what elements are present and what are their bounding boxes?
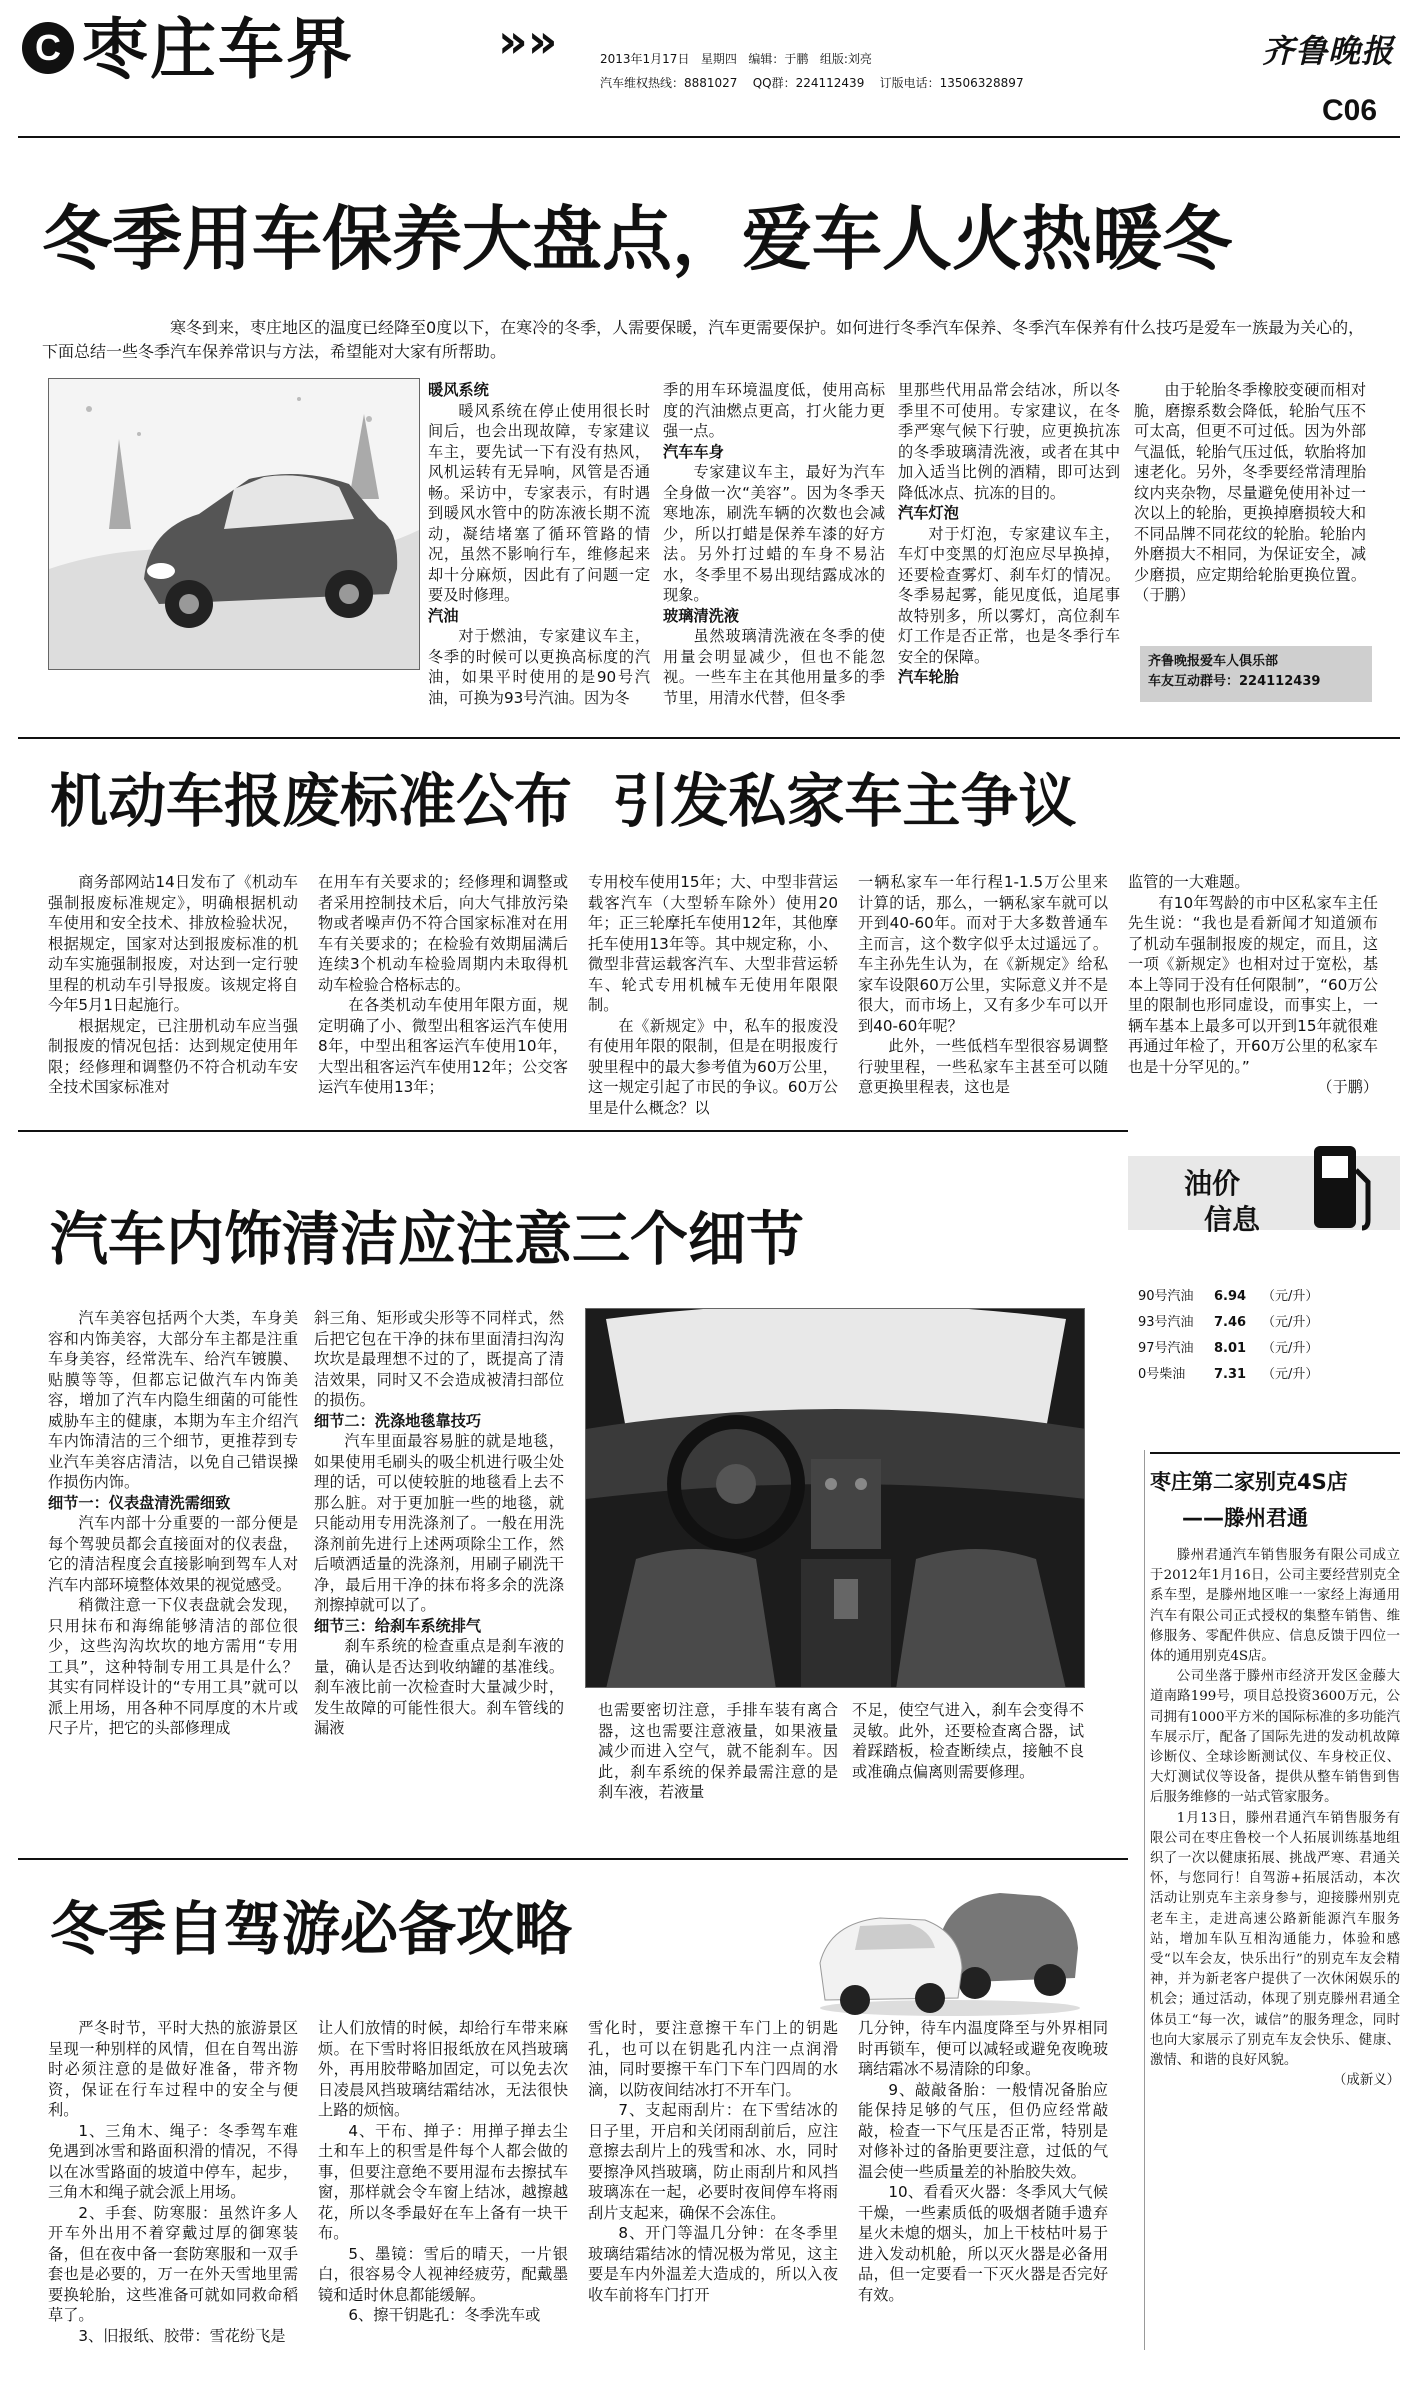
paragraph-continued: 一辆私家车一年行程1-1.5万公里来计算的话，那么，一辆私家车就可以开到40-60年。而对于大多数普通车主而言，这个数字似乎太过遥远了。车主孙先生认为，在《新规定》给私家车设限60万公里，实际意义并不是很大，而市场上，又有多少车可以开到40-60年呢？ bbox=[858, 873, 1108, 1035]
ad-body bbox=[1150, 1546, 1400, 2091]
fuel-name: 97号汽油 bbox=[1138, 1341, 1194, 1356]
subheading: 细节三：给刹车系统排气 bbox=[314, 1616, 482, 1635]
paragraph: 5、墨镜：雪后的晴天，一片银白，很容易令人视神经疲劳，配戴墨镜和适时休息都能缓解。 bbox=[318, 2244, 568, 2304]
car-drawing bbox=[49, 379, 420, 670]
divider-3 bbox=[18, 1858, 1128, 1860]
ad-subtitle: ——滕州君通 bbox=[1182, 1506, 1308, 1530]
paragraph: 暖风系统在停止使用很长时间后，也会出现故障，专家建议车主，要先试一下有没有热风，风机运转有无异响，风管是否通畅。采访中，专家表示，有时遇到暖风水管中的防冻液长期不流动，凝结堵塞了循环管路的情况，虽然不影响行车，维修起来却十分麻烦，因此有了问题一定要及时修理。 bbox=[428, 401, 650, 604]
article1-col4 bbox=[1134, 380, 1366, 630]
date: 2013年1月17日 bbox=[600, 52, 690, 66]
oil-price-box bbox=[1128, 1130, 1400, 1430]
article3-col4: 不足，使空气进入，刹车会变得不灵敏。此外，还要检查离合器，试着踩踏板，检查断续点，接触不良或准确点偏离则需要修理。 bbox=[852, 1701, 1084, 1781]
subheading: 汽车灯泡 bbox=[898, 504, 959, 522]
fuel-price: 8.01 bbox=[1214, 1341, 1247, 1356]
ad-para-2: 公司坐落于滕州市经济开发区金藤大道南路199号，项目总投资3600万元，公司拥有1000平方米的国际标准的多功能汽车展示厅，配备了国际先进的发动机故障诊断仪、全球诊断测试仪、车身校正仪、大灯测试仪等设备，提供从整车销售到售后服务维修的一站式管家服务。 bbox=[1150, 1669, 1400, 1806]
paragraph-continued: 专用校车使用15年；大、中型非营运载客汽车（大型轿车除外）使用20年；正三轮摩托车使用12年，其他摩托车使用13年等。其中规定称，小、微型非营运载客汽车、大型非营运轿车、轮式专用机械车无使用年限限制。 bbox=[588, 873, 838, 1014]
weekday: 星期四 bbox=[700, 52, 737, 66]
article1-col3 bbox=[898, 380, 1120, 725]
article4-headline: 冬季自驾游必备攻略 bbox=[50, 1895, 573, 1963]
subheading: 汽油 bbox=[428, 606, 459, 625]
article4-col2 bbox=[318, 2018, 568, 2368]
fuel-unit: （元/升） bbox=[1262, 1341, 1319, 1356]
paragraph: 由于轮胎冬季橡胶变硬而相对脆，磨擦系数会降低，轮胎气压不可太高，但更不可过低。因为外部气温低，轮胎气压过低，软胎将加速老化。另外，冬季要经常清理胎纹内夹杂物，尽量避免使用补过一次以上的轮胎，更换掉磨损较大和不同品牌不同花纹的轮胎。轮胎内外磨损大不相同，为保证安全，减少磨损，应定期给轮胎更换位置。（于鹏） bbox=[1134, 381, 1366, 604]
section-title: 枣庄车界 bbox=[82, 11, 354, 88]
article3-col2 bbox=[314, 1308, 564, 1848]
paragraph: 8、开门等温几分钟：在冬季里玻璃结霜结冰的情况极为常见，这主要是车内外温差大造成的，所以入夜收车前将车门打开 bbox=[588, 2224, 838, 2304]
section-badge bbox=[22, 22, 74, 74]
paragraph-continued: 斜三角、矩形或尖形等不同样式，然后把它包在干净的抹布里面清扫沟沟坎坎是最理想不过的了，既提高了清洁效果，同时又不会造成被清扫部位的损伤。 bbox=[314, 1309, 564, 1409]
toy-cars-drawing bbox=[800, 1868, 1090, 2018]
paragraph: 根据规定，已注册机动车应当强制报废的情况包括：达到规定使用年限；经修理和调整仍不符合机动车安全技术国家标准对 bbox=[48, 1016, 298, 1096]
fuel-pump-icon bbox=[1308, 1140, 1378, 1236]
paragraph: 稍微注意一下仪表盘就会发现，只用抹布和海绵能够清洁的部位很少，这些沟沟坎坎的地方需用“专用工具”，这种特制专用工具是什么？其实有同样设计的“专用工具”就可以派上用场，用各种不同厚度的木片或尺子片，把它的头部修理成 bbox=[48, 1596, 298, 1737]
fuel-name: 90号汽油 bbox=[1138, 1289, 1194, 1304]
article3-col1 bbox=[48, 1308, 298, 1848]
oil-price-table bbox=[1138, 1284, 1388, 1388]
paragraph: 刹车系统的检查重点是刹车液的量，确认是否达到收纳罐的基准线。刹车液比前一次检查时大量减少时，发生故障的可能性很大。刹车管线的漏液 bbox=[314, 1637, 564, 1737]
ad-author: （成新义） bbox=[1333, 2073, 1400, 2089]
paragraph: 虽然玻璃清洗液在冬季的使用量会明显减少，但也不能忽视。一些车主在其他用量多的季节里，用清水代替，但冬季 bbox=[663, 627, 885, 707]
ad-para-3: 1月13日，滕州君通汽车销售服务有限公司在枣庄鲁校一个人拓展训练基地组织了一次以健康拓展、挑战严寒、君通关怀，与您同行！自驾游+拓展活动，本次活动让别克车主亲身参与，迎接滕州别克老车主，走进高速公路新能源汽车服务站，增加车队互相沟通能力，体验和感受“以车会友，快乐出行”的别克车友会精神，并为新老客户提供了一次休闲娱乐的机会；通过活动，体现了别克滕州君通全体员工“每一次，诚信”的服务理念，同时也向大家展示了别克车友会快乐、健康、激情、和谐的良好风貌。 bbox=[1150, 1810, 1400, 2069]
article4-col4 bbox=[858, 2018, 1108, 2368]
editor: 编辑：于鹏 bbox=[748, 52, 809, 66]
paragraph: 7、支起雨刮片：在下雪结冰的日子里，开启和关闭雨刮前后，应注意擦去刮片上的残雪和冰、水，同时要擦净风挡玻璃，防止雨刮片和风挡玻璃冻在一起，必要时夜间停车将雨刮片支起来，确保不会冻住。 bbox=[588, 2101, 838, 2222]
paragraph: 1、三角木、绳子：冬季驾车难免遇到冰雪和路面积滑的情况，不得以在冰雪路面的坡道中停车，起步，三角木和绳子就会派上用场。 bbox=[48, 2121, 298, 2201]
article4-col3 bbox=[588, 2018, 838, 2368]
ad-column-rule bbox=[1144, 1450, 1145, 2350]
oil-price-row bbox=[1138, 1284, 1388, 1310]
fuel-name: 93号汽油 bbox=[1138, 1315, 1194, 1330]
paragraph-continued: 在用车有关要求的；经修理和调整或者采用控制技术后，向大气排放污染物或者噪声仍不符合国家标准对在用车有关要求的；在检验有效期届满后连续3个机动车检验周期内未取得机动车检验合格标志的。 bbox=[318, 873, 568, 994]
paragraph-continued: 几分钟，待车内温度降至与外界相同时再锁车，便可以减轻或避免夜晚玻璃结霜冰不易清除的印象。 bbox=[858, 2019, 1108, 2078]
paragraph: 对于灯泡，专家建议车主，车灯中变黑的灯泡应尽早换掉，还要检查雾灯、刹车灯的情况。冬季易起雾，能见度低，追尾事故特别多，所以雾灯，高位刹车灯工作是否正常，也是冬季行车安全的保障。 bbox=[898, 524, 1120, 666]
divider-2 bbox=[18, 1130, 1128, 1132]
fuel-price: 7.31 bbox=[1214, 1367, 1247, 1382]
qq-group: QQ群：224112439 bbox=[752, 76, 865, 90]
paragraph: 4、干布、掸子：用掸子掸去尘土和车上的积雪是件每个人都会做的事，但要注意绝不要用湿布去擦拭车窗，那样就会令车窗上结冰，越擦越花，所以冬季最好在车上备有一块干布。 bbox=[318, 2121, 568, 2242]
ad-para-1: 滕州君通汽车销售服务有限公司成立于2012年1月16日，公司主要经营别克全系车型，是滕州地区唯一一家经上海通用汽车有限公司正式授权的集整车销售、维修服务、零配件供应、信息反馈于四位一体的通用别克4S店。 bbox=[1150, 1548, 1400, 1665]
page-number: C06 bbox=[1322, 94, 1378, 127]
section-letter: C bbox=[35, 27, 61, 68]
section-chevrons: »» bbox=[498, 14, 558, 68]
fuel-unit: （元/升） bbox=[1262, 1289, 1319, 1304]
paragraph: 2、手套、防寒服：虽然许多人开车外出用不着穿戴过厚的御寒装备，但在夜中备一套防寒服和一双手套也是必要的，万一在外天雪地里需要换轮胎，这些准备可就如同救命稻草了。 bbox=[48, 2203, 298, 2324]
subheading: 暖风系统 bbox=[428, 381, 489, 399]
article2-col5 bbox=[1128, 872, 1378, 1122]
paragraph: 汽车美容包括两个大类，车身美容和内饰美容，大部分车主都是注重车身美容，经常洗车、给汽车镀膜、贴膜等等，但都忘记做汽车内饰美容，增加了汽车内隐生细菌的可能性威胁车主的健康，本期为车主介绍汽车内饰清洁的三个细节，更推荐到专业汽车美容店清洁，以免自己错误操作损伤内饰。 bbox=[48, 1309, 298, 1491]
article1-col1 bbox=[428, 380, 650, 725]
subscribe-phone: 订版电话：13506328897 bbox=[879, 76, 1024, 90]
interior-drawing bbox=[586, 1309, 1085, 1688]
fuel-price: 6.94 bbox=[1214, 1289, 1247, 1304]
paragraph: 在《新规定》中，私车的报废没有使用年限的限制，但是在明报废行驶里程中的最大参考值为60万公里，这一规定引起了市民的争议。60万公里是什么概念？以 bbox=[588, 1016, 838, 1117]
fuel-unit: （元/升） bbox=[1262, 1367, 1319, 1382]
subheading: 玻璃清洗液 bbox=[663, 606, 739, 625]
club-qq: 车友互动群号：224112439 bbox=[1148, 674, 1321, 689]
paragraph-continued: 让人们放情的时候，却给行车带来麻烦。在下雪时将旧报纸放在风挡玻璃外，再用胶带略加固定，可以免去次日凌晨风挡玻璃结霜结冰，无法很快上路的烦恼。 bbox=[318, 2019, 568, 2119]
paragraph: 6、擦干钥匙孔：冬季洗车或 bbox=[348, 2306, 541, 2324]
club-box bbox=[1140, 646, 1372, 702]
oil-title-a: 油价 bbox=[1184, 1167, 1241, 1200]
paragraph: 汽车里面最容易脏的就是地毯，如果使用毛刷头的吸尘机进行吸尘处理的话，可以使较脏的地毯看上去不那么脏。对于更加脏一些的地毯，就只能动用专用洗涤剂了。一般在用洗涤剂前先进行上述两项除尘工作，然后喷洒适量的洗涤剂，用刷子刷洗干净，最后用干净的抹布将多余的洗涤剂擦掉就可以了。 bbox=[314, 1432, 564, 1614]
paragraph-continued: 季的用车环境温度低，使用高标度的汽油燃点更高，打火能力更强一点。 bbox=[663, 381, 885, 440]
group: 组版:刘亮 bbox=[819, 52, 872, 66]
paragraph: 9、敲敲备胎：一般情况备胎应能保持足够的气压，但仍应经常敲敲，检查一下气压是否正常，特别是对修补过的备胎更要注意，过低的气温会使一些质量差的补胎胶失效。 bbox=[858, 2080, 1108, 2181]
oil-title-b: 信息 bbox=[1204, 1203, 1261, 1236]
paragraph-continued: 监管的一大难题。 bbox=[1128, 873, 1250, 891]
divider-1 bbox=[18, 737, 1400, 739]
subheading: 细节一：仪表盘清洗需细致 bbox=[48, 1493, 231, 1512]
article1-col2 bbox=[663, 380, 885, 725]
ad-title: 枣庄第二家别克4S店 bbox=[1150, 1470, 1348, 1494]
oil-price-row bbox=[1138, 1362, 1388, 1388]
article2-col1 bbox=[48, 872, 298, 1122]
paragraph: 在各类机动车使用年限方面，规定明确了小、微型出租客运汽车使用8年，中型出租客运汽车使用10年，大型出租客运汽车使用12年；公交客运汽车使用13年； bbox=[318, 996, 568, 1096]
club-name: 齐鲁晚报爱车人俱乐部 bbox=[1148, 654, 1279, 669]
fuel-name: 0号柴油 bbox=[1138, 1367, 1186, 1382]
subheading: 细节二：洗涤地毯靠技巧 bbox=[314, 1411, 482, 1430]
paragraph: 专家建议车主，最好为汽车全身做一次“美容”。因为冬季天寒地冻，刷洗车辆的次数也会减少，所以打蜡是保养车漆的好方法。另外打过蜡的车身不易沾水，冬季里不易出现结露成冰的现象。 bbox=[663, 463, 885, 604]
article2-col3 bbox=[588, 872, 838, 1122]
masthead-logo: 齐鲁晚报 bbox=[1262, 32, 1395, 70]
header-info-line1 bbox=[600, 50, 872, 67]
article2-headline: 机动车报废标准公布 引发私家车主争议 bbox=[50, 767, 1077, 835]
article1-lead: 寒冬到来，枣庄地区的温度已经降至0度以下，在寒冷的冬季，人需要保暖，汽车更需要保护。如何进行冬季汽车保养、冬季汽车保养有什么技巧是爱车一族最为关心的，下面总结一些冬季汽车保养常识与方法，希望能对大家有所帮助。 bbox=[42, 318, 1365, 361]
paragraph: 对于燃油，专家建议车主，冬季的时候可以更换高标度的汽油，如果平时使用的是90号汽油，可换为93号汽油。因为冬 bbox=[428, 627, 650, 707]
fuel-unit: （元/升） bbox=[1262, 1315, 1319, 1330]
byline: （于鹏） bbox=[1317, 1078, 1378, 1096]
article3-col3: 也需要密切注意，手排车装有离合器，这也需要注意液量，如果液量减少而进入空气，就不能刹车。因此，刹车系统的保养最需注意的是刹车液，若液量 bbox=[598, 1701, 838, 1801]
oil-price-row bbox=[1138, 1310, 1388, 1336]
article4-col1 bbox=[48, 2018, 298, 2368]
article1-headline: 冬季用车保养大盘点，爱车人火热暖冬 bbox=[42, 198, 1232, 280]
paragraph: 3、旧报纸、胶带：雪花纷飞是 bbox=[78, 2326, 286, 2345]
car-illustration bbox=[48, 378, 420, 670]
paragraph-continued: 里那些代用品常会结冰，所以冬季里不可使用。专家建议，在冬季严寒气候下行驶，应更换抗冻的冬季玻璃清洗液，或者在其中加入适当比例的酒精，即可达到降低冰点、抗冻的目的。 bbox=[898, 381, 1120, 502]
paragraph: 10、看看灭火器：冬季风大气候干燥，一些素质低的吸烟者随手遗弃星火未熄的烟头，加上干枝枯叶易于进入发动机舱，所以灭火器是必备用品，但一定要看一下灭火器是否完好有效。 bbox=[858, 2183, 1108, 2304]
subheading: 汽车车身 bbox=[663, 442, 724, 461]
oil-price-row bbox=[1138, 1336, 1388, 1362]
paragraph: 此外，一些低档车型很容易调整行驶里程，一些私家车主甚至可以随意更换里程表，这也是 bbox=[858, 1037, 1108, 1096]
subheading: 汽车轮胎 bbox=[898, 668, 959, 686]
fuel-price: 7.46 bbox=[1214, 1315, 1247, 1330]
paragraph: 商务部网站14日发布了《机动车强制报废标准规定》，明确根据机动车使用和安全技术、排放检验状况，根据规定，国家对达到报废标准的机动车实施强制报废，对达到一定行驶里程的机动车引导报废。该规定将自今年5月1日起施行。 bbox=[48, 873, 298, 1014]
paragraph: 有10年驾龄的市中区私家车主任先生说：“我也是看新闻才知道颁布了机动车强制报废的规定，而且，这一项《新规定》也相对过于宽松，基本上等同于没有任何限制”，“60万公里的限制也形同虚设，而事实上，一辆车基本上最多可以开到15年就很难再通过年检了，开60万公里的私家车也是十分罕见的。” bbox=[1128, 893, 1378, 1076]
header-info-line2 bbox=[600, 74, 1024, 91]
paragraph: 严冬时节，平时大热的旅游景区呈现一种别样的风情，但在自驾出游时必须注意的是做好准备，带齐物资，保证在行车过程中的安全与便利。 bbox=[48, 2019, 298, 2119]
ad-column bbox=[1150, 1452, 1400, 2372]
article2-col4 bbox=[858, 872, 1108, 1122]
car-interior-photo bbox=[585, 1308, 1085, 1688]
paragraph-continued: 雪化时，要注意擦干车门上的钥匙孔，也可以在钥匙孔内注一点润滑油，同时要擦干车门下车门四周的水滴，以防夜间结冰打不开车门。 bbox=[588, 2019, 838, 2099]
paragraph: 汽车内部十分重要的一部分便是每个驾驶员都会直接面对的仪表盘，它的清洁程度会直接影响到驾车人对汽车内部环境整体效果的视觉感受。 bbox=[48, 1514, 298, 1594]
toy-cars-photo bbox=[800, 1868, 1090, 2018]
header-rule bbox=[18, 136, 1400, 138]
hotline: 汽车维权热线：8881027 bbox=[600, 76, 738, 90]
ad-top-rule bbox=[1150, 1452, 1400, 1454]
article3-headline: 汽车内饰清洁应注意三个细节 bbox=[50, 1205, 805, 1273]
article2-col2 bbox=[318, 872, 568, 1122]
